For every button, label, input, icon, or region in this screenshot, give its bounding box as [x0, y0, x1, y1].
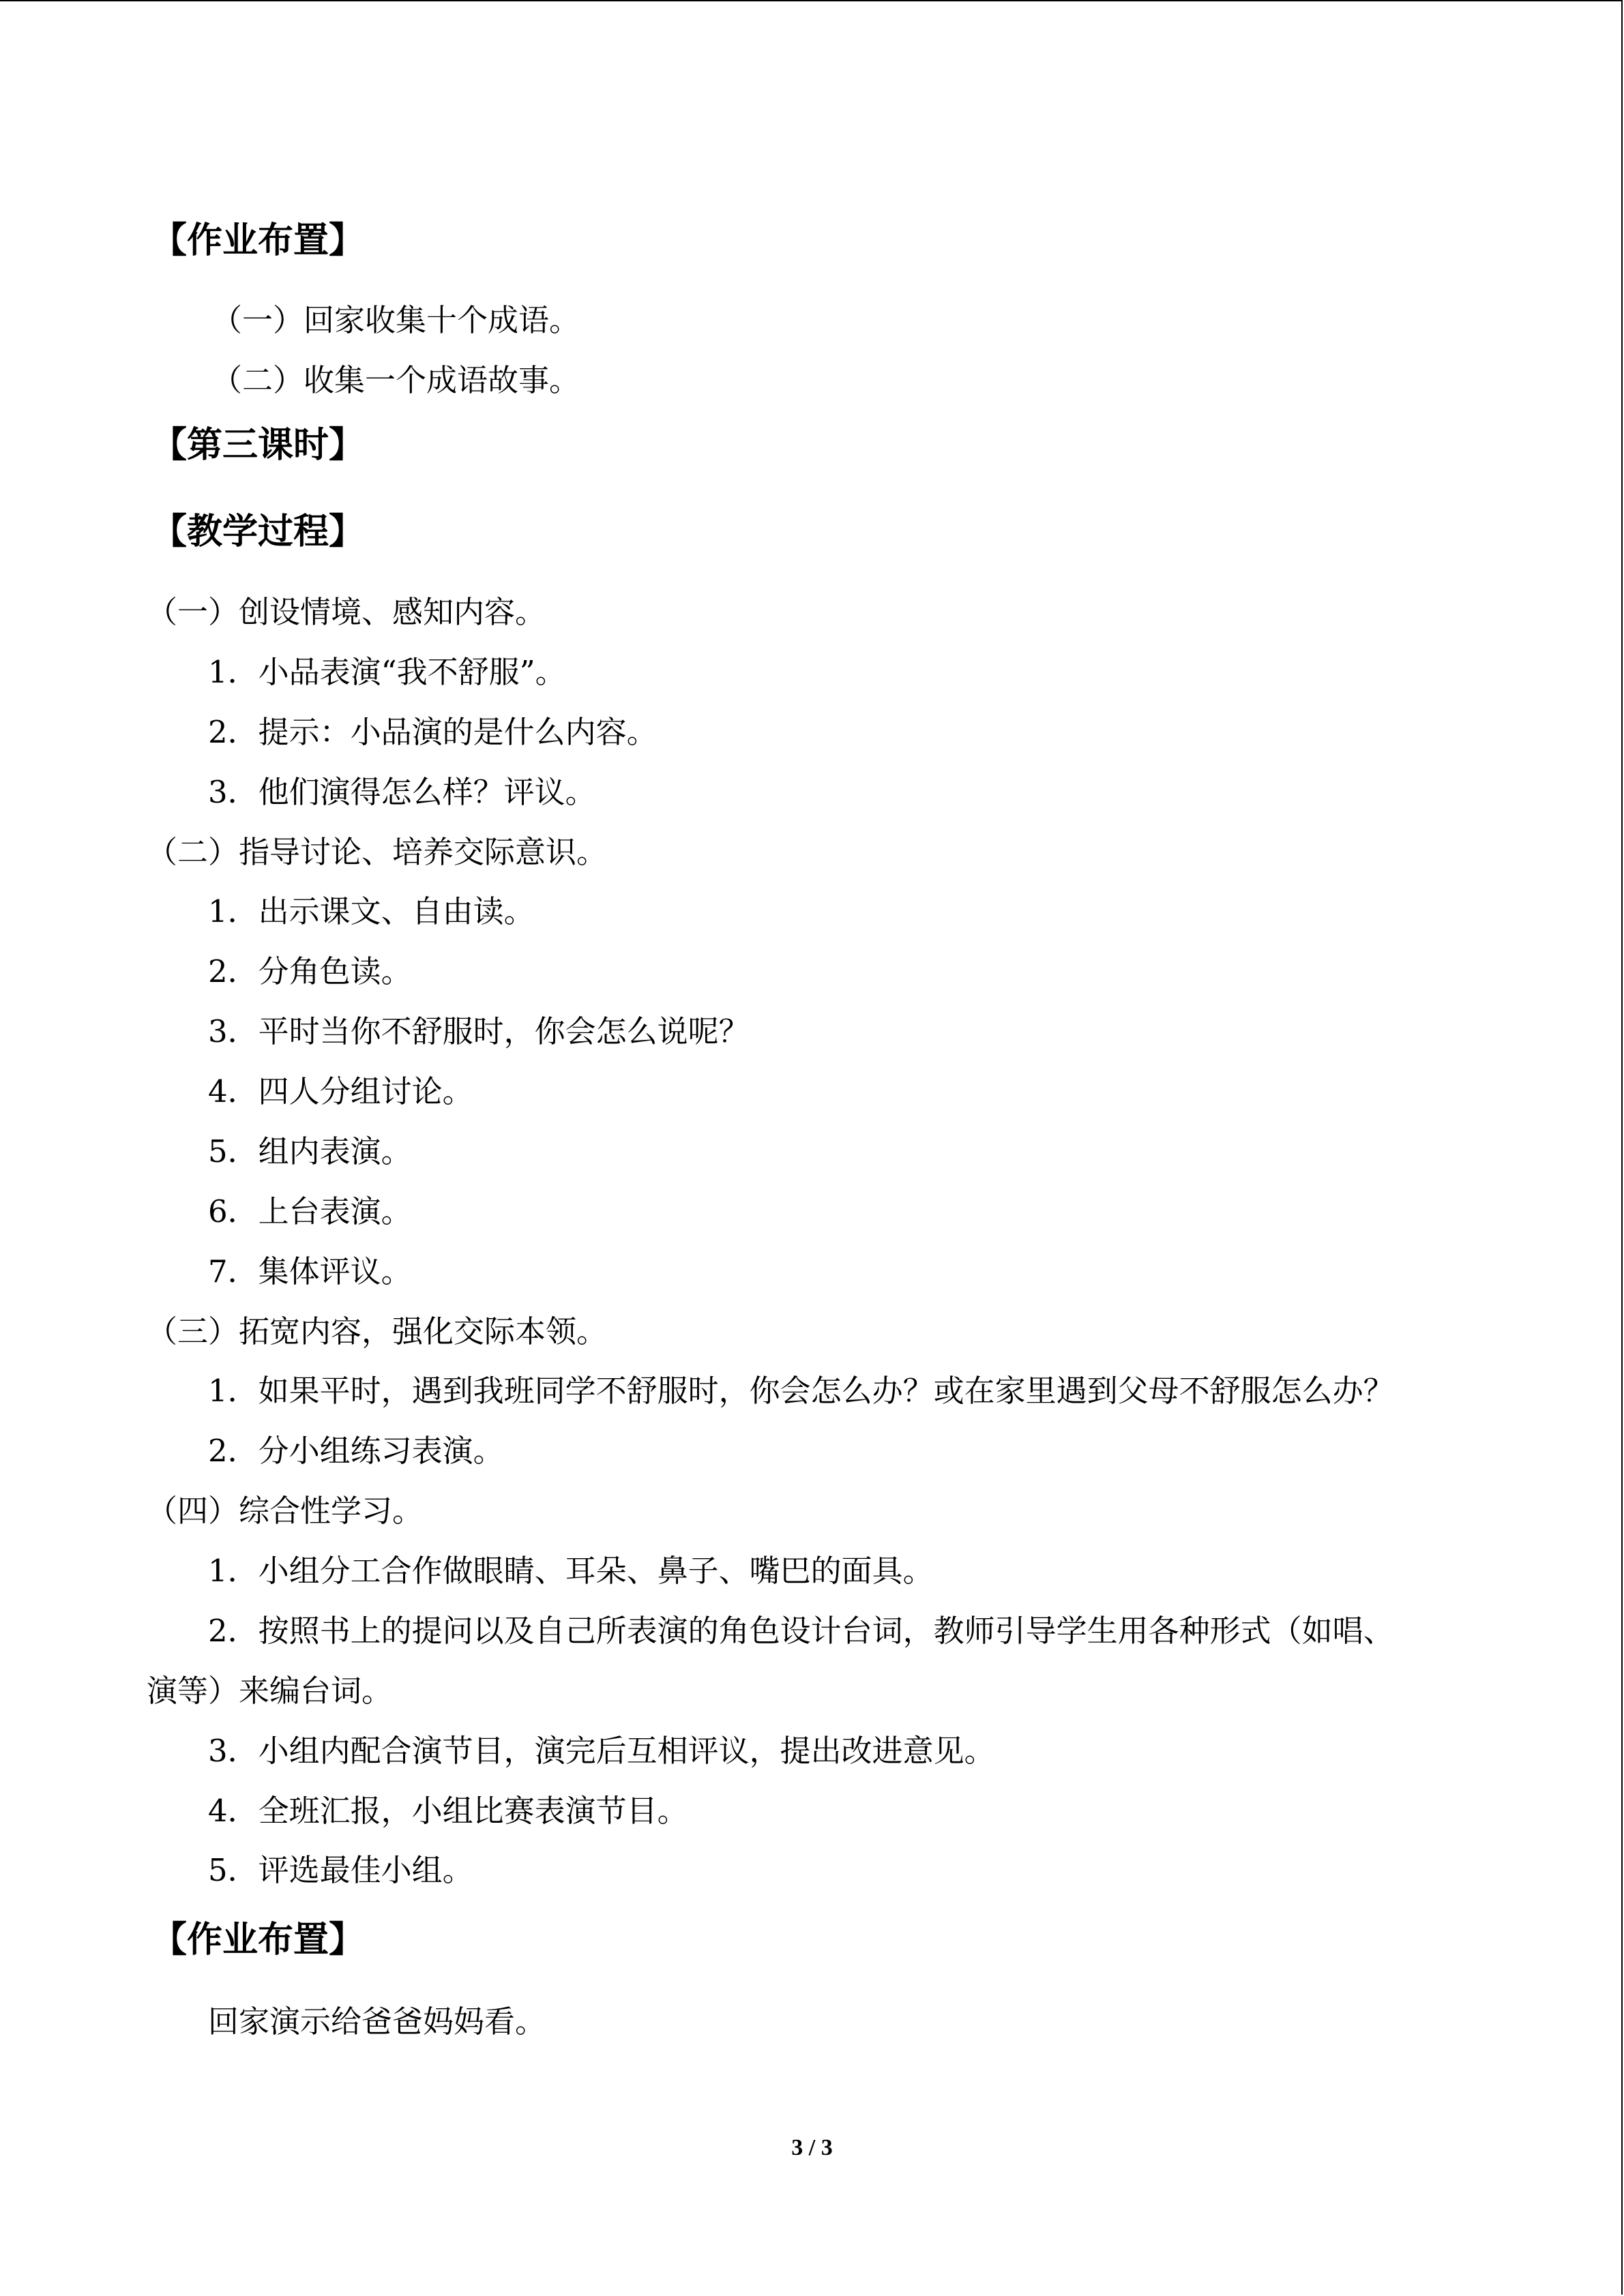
section-heading-process: 【教学过程】	[151, 511, 365, 552]
process-item: 3．他们演得怎么样？评议。	[208, 774, 596, 810]
process-item: 2．按照书上的提问以及自己所表演的角色设计台词，教师引导学生用各种形式（如唱、	[208, 1613, 1394, 1649]
process-item: 2．分角色读。	[208, 953, 412, 989]
process-item-continuation: 演等）来编台词。	[147, 1673, 393, 1709]
process-item: 3．小组内配合演节目，演完后互相评议，提出改进意见。	[208, 1733, 995, 1769]
homework-item: （一）回家收集十个成语。	[211, 302, 580, 338]
process-item: 4．四人分组讨论。	[208, 1073, 473, 1109]
process-item: 2．提示：小品演的是什么内容。	[208, 714, 658, 750]
process-item: 6．上台表演。	[208, 1193, 412, 1229]
process-item: 5．组内表演。	[208, 1133, 412, 1169]
homework-text: 回家演示给爸爸妈妈看。	[208, 2003, 546, 2040]
process-part-title: （四）综合性学习。	[147, 1493, 424, 1529]
process-item: 3．平时当你不舒服时，你会怎么说呢？	[208, 1013, 750, 1049]
process-item: 4．全班汇报，小组比赛表演节目。	[208, 1793, 688, 1829]
process-item: 1．小品表演“我不舒服”。	[208, 654, 566, 690]
section-heading-homework: 【作业布置】	[151, 1920, 365, 1960]
section-heading-homework: 【作业布置】	[151, 220, 365, 261]
process-item: 7．集体评议。	[208, 1253, 412, 1289]
homework-item: （二）收集一个成语故事。	[211, 362, 580, 398]
process-item: 1．小组分工合作做眼睛、耳朵、鼻子、嘴巴的面具。	[208, 1553, 934, 1589]
process-item: 1．如果平时，遇到我班同学不舒服时，你会怎么办？或在家里遇到父母不舒服怎么办？	[208, 1373, 1394, 1409]
process-part-title: （三）拓宽内容，强化交际本领。	[147, 1313, 608, 1350]
process-item: 2．分小组练习表演。	[208, 1433, 504, 1469]
section-heading-lesson3: 【第三课时】	[151, 425, 365, 466]
page-number: 3 / 3	[791, 2135, 833, 2160]
process-item: 5．评选最佳小组。	[208, 1852, 473, 1888]
process-part-title: （二）指导讨论、培养交际意识。	[147, 834, 608, 870]
process-item: 1．出示课文、自由读。	[208, 893, 535, 929]
process-part-title: （一）创设情境、感知内容。	[147, 594, 546, 630]
